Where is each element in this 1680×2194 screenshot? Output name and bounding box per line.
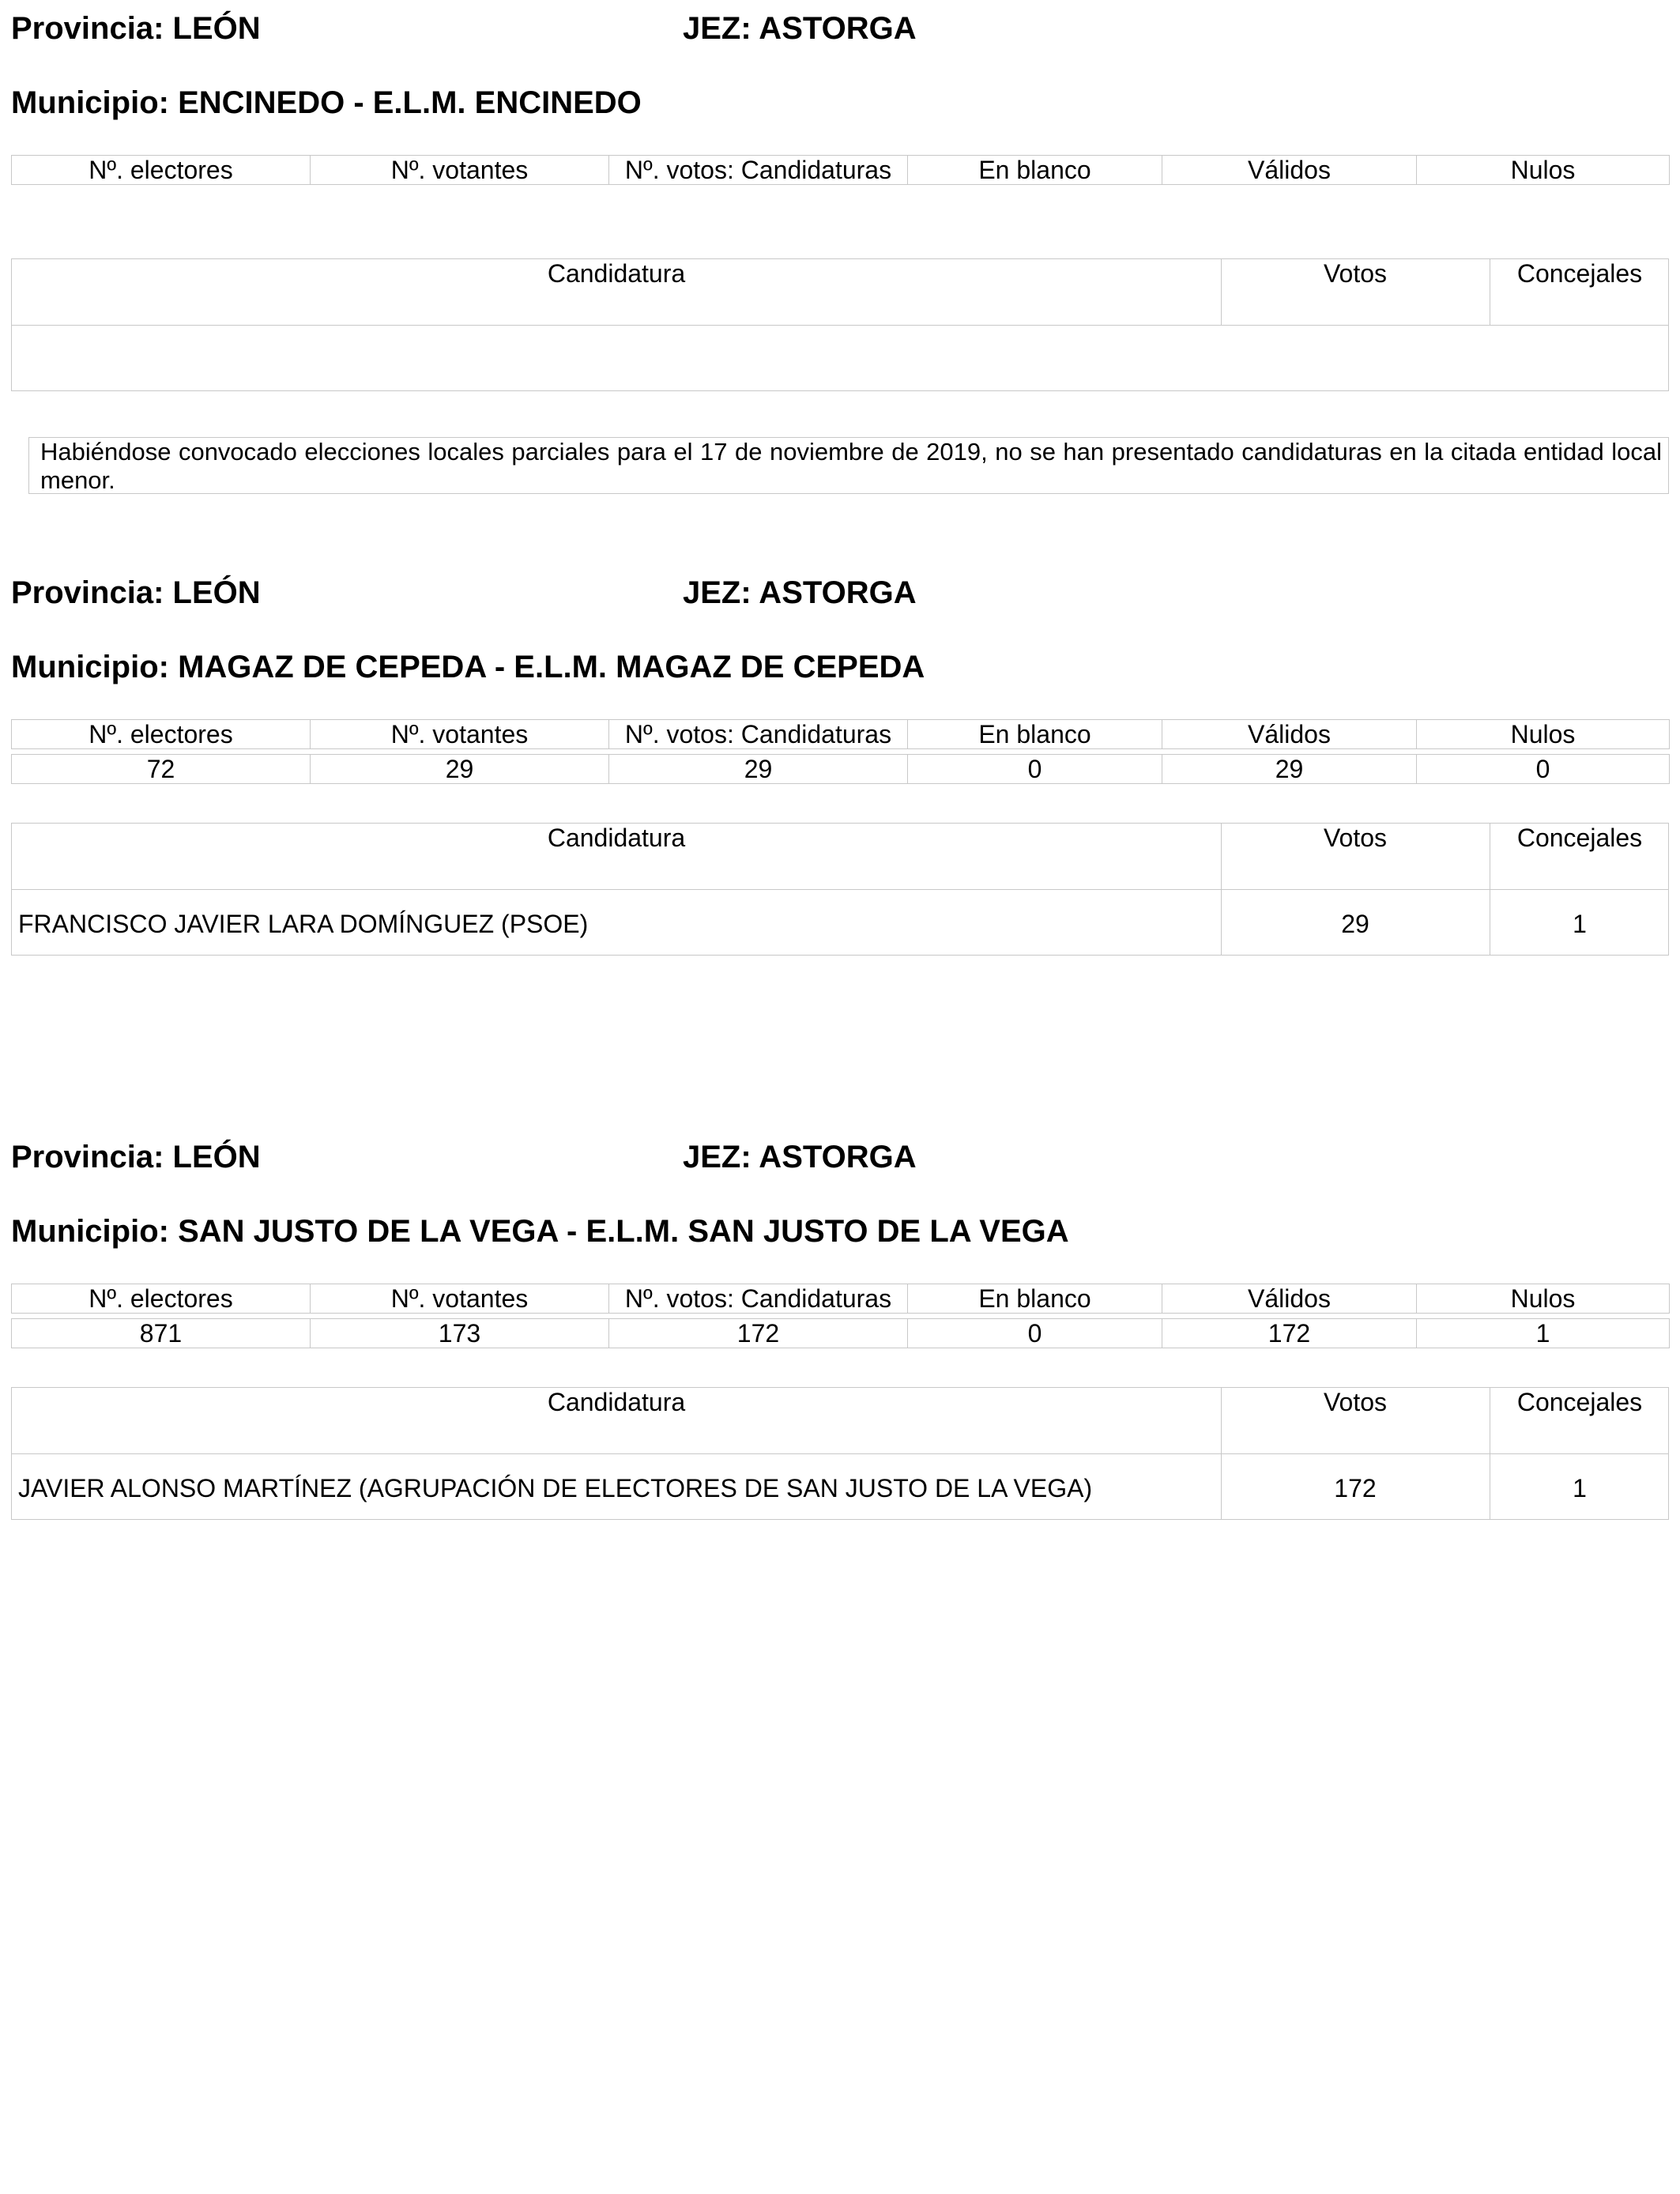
col-nulos: Nulos bbox=[1417, 1284, 1670, 1313]
col-votos-candidaturas: Nº. votos: Candidaturas bbox=[609, 1284, 908, 1313]
candidate-row bbox=[12, 325, 1668, 391]
col-votos-candidaturas: Nº. votos: Candidaturas bbox=[609, 720, 908, 748]
candidate-votos: 29 bbox=[1341, 910, 1369, 938]
col-validos: Válidos bbox=[1162, 1284, 1417, 1313]
candidatura-header: Candidatura bbox=[547, 1388, 686, 1416]
col-votantes: Nº. votantes bbox=[311, 156, 609, 184]
candidate-table bbox=[11, 823, 1669, 956]
col-en-blanco: En blanco bbox=[908, 720, 1162, 748]
candidatura-header: Candidatura bbox=[547, 259, 686, 288]
provincia-label: Provincia: LEÓN bbox=[11, 11, 261, 46]
jez-label: JEZ: ASTORGA bbox=[683, 575, 917, 610]
col-electores: Nº. electores bbox=[12, 720, 311, 748]
col-votantes: Nº. votantes bbox=[311, 1284, 609, 1313]
candidate-table bbox=[11, 1387, 1669, 1520]
provincia-label: Provincia: LEÓN bbox=[11, 575, 261, 610]
results-section-magaz bbox=[0, 564, 1680, 1118]
candidate-concejales: 1 bbox=[1573, 1474, 1587, 1502]
votos-header: Votos bbox=[1323, 1388, 1388, 1416]
candidate-row bbox=[12, 889, 1668, 956]
col-validos: Válidos bbox=[1162, 720, 1417, 748]
value-validos: 172 bbox=[1162, 1319, 1417, 1348]
summary-header-row bbox=[11, 155, 1670, 185]
value-votos-candidaturas: 172 bbox=[609, 1319, 908, 1348]
column-divider bbox=[1221, 1388, 1222, 1519]
value-validos: 29 bbox=[1162, 755, 1417, 783]
col-electores: Nº. electores bbox=[12, 1284, 311, 1313]
candidate-name: FRANCISCO JAVIER LARA DOMÍNGUEZ (PSOE) bbox=[18, 910, 589, 938]
value-nulos: 1 bbox=[1417, 1319, 1670, 1348]
provincia-label: Provincia: LEÓN bbox=[11, 1140, 261, 1174]
col-electores: Nº. electores bbox=[12, 156, 311, 184]
value-votantes: 173 bbox=[311, 1319, 609, 1348]
value-nulos: 0 bbox=[1417, 755, 1670, 783]
jez-label: JEZ: ASTORGA bbox=[683, 1140, 917, 1174]
col-votos-candidaturas: Nº. votos: Candidaturas bbox=[609, 156, 908, 184]
concejales-header: Concejales bbox=[1516, 1388, 1643, 1416]
votos-header: Votos bbox=[1323, 824, 1388, 852]
col-en-blanco: En blanco bbox=[908, 1284, 1162, 1313]
concejales-header: Concejales bbox=[1516, 259, 1643, 288]
candidate-header-row bbox=[12, 824, 1668, 890]
municipio-title: Municipio: MAGAZ DE CEPEDA - E.L.M. MAGAZ DE CEPEDA bbox=[11, 650, 925, 684]
candidate-name: JAVIER ALONSO MARTÍNEZ (AGRUPACIÓN DE ELECTORES DE SAN JUSTO DE LA VEGA) bbox=[18, 1474, 1093, 1502]
concejales-header: Concejales bbox=[1516, 824, 1643, 852]
summary-values-row bbox=[11, 754, 1670, 784]
candidate-concejales: 1 bbox=[1573, 910, 1587, 938]
col-nulos: Nulos bbox=[1417, 156, 1670, 184]
candidate-votos: 172 bbox=[1334, 1474, 1377, 1502]
candidate-table bbox=[11, 258, 1669, 391]
col-votantes: Nº. votantes bbox=[311, 720, 609, 748]
value-votantes: 29 bbox=[311, 755, 609, 783]
candidate-row bbox=[12, 1453, 1668, 1520]
value-en-blanco: 0 bbox=[908, 1319, 1162, 1348]
summary-values-row bbox=[11, 1318, 1670, 1348]
results-section-san-justo bbox=[0, 1129, 1680, 1682]
votos-header: Votos bbox=[1323, 259, 1388, 288]
col-en-blanco: En blanco bbox=[908, 156, 1162, 184]
jez-label: JEZ: ASTORGA bbox=[683, 11, 917, 46]
value-electores: 72 bbox=[12, 755, 311, 783]
column-divider bbox=[1221, 824, 1222, 955]
summary-header-row bbox=[11, 719, 1670, 749]
no-candidates-note: Habiéndose convocado elecciones locales parciales para el 17 de noviembre de 2019, no se han presentado candidaturas en la citada entidad local menor. bbox=[28, 437, 1669, 494]
candidatura-header: Candidatura bbox=[547, 824, 686, 852]
value-votos-candidaturas: 29 bbox=[609, 755, 908, 783]
municipio-title: Municipio: ENCINEDO - E.L.M. ENCINEDO bbox=[11, 85, 642, 120]
municipio-title: Municipio: SAN JUSTO DE LA VEGA - E.L.M. SAN JUSTO DE LA VEGA bbox=[11, 1214, 1069, 1249]
candidate-header-row bbox=[12, 1388, 1668, 1454]
value-en-blanco: 0 bbox=[908, 755, 1162, 783]
summary-header-row bbox=[11, 1284, 1670, 1314]
candidate-header-row bbox=[12, 259, 1668, 326]
value-electores: 871 bbox=[12, 1319, 311, 1348]
col-validos: Válidos bbox=[1162, 156, 1417, 184]
col-nulos: Nulos bbox=[1417, 720, 1670, 748]
results-section-encinedo bbox=[0, 0, 1680, 553]
column-divider bbox=[1221, 259, 1222, 325]
